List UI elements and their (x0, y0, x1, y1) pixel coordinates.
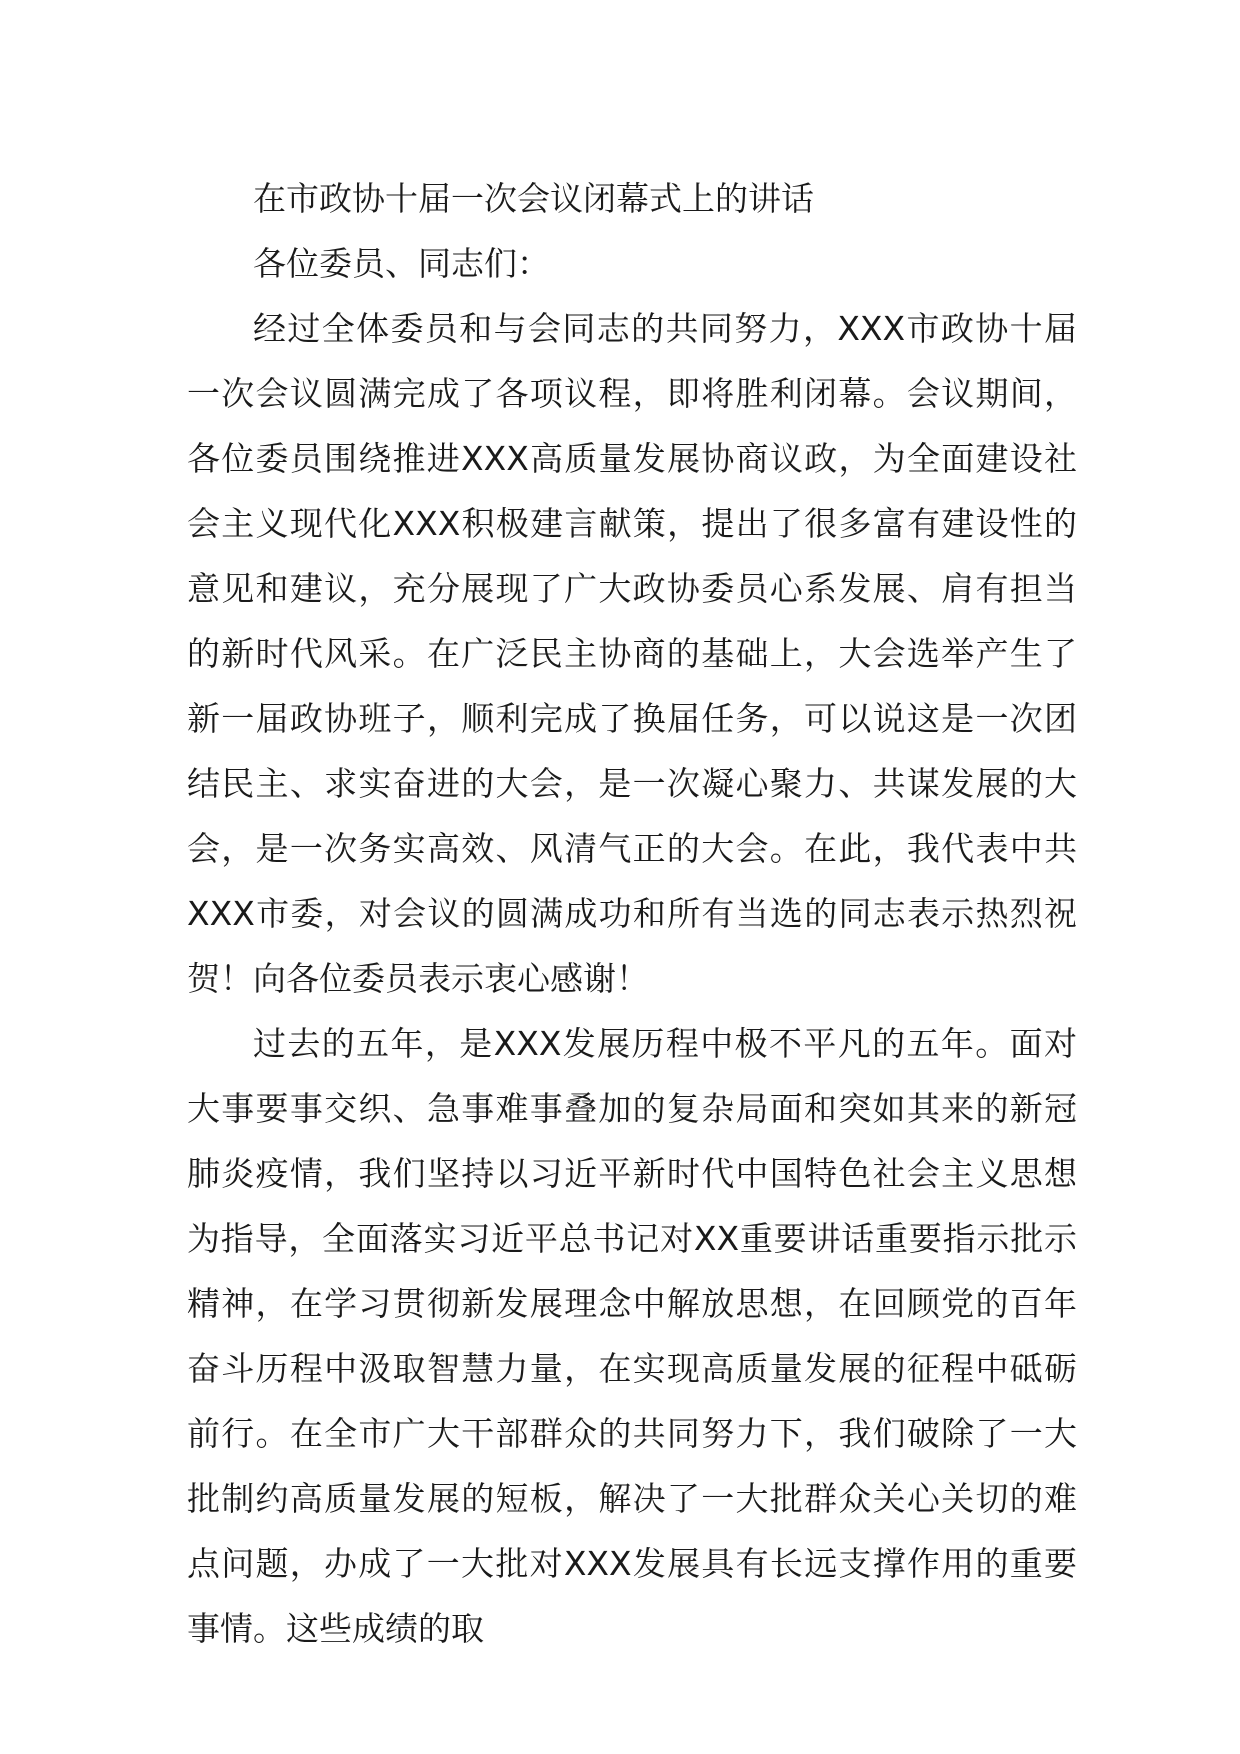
body-paragraph-2: 过去的五年，是XXX发展历程中极不平凡的五年。面对大事要事交织、急事难事叠加的复杂局面和突如其来的新冠肺炎疫情，我们坚持以习近平新时代中国特色社会主义思想为指导，全面落实习近平总书记对XX重要讲话重要指示批示精神，在学习贯彻新发展理念中解放思想，在回顾党的百年奋斗历程中汲取智慧力量，在实现高质量发展的征程中砥砺前行。在全市广大干部群众的共同努力下，我们破除了一大批制约高质量发展的短板，解决了一大批群众关心关切的难点问题，办成了一大批对XXX发展具有长远支撑作用的重要事情。这些成绩的取 (187, 1024, 1077, 1648)
document-body (187, 166, 1077, 1661)
body-paragraph-1: 经过全体委员和与会同志的共同努力，XXX市政协十届一次会议圆满完成了各项议程，即将胜利闭幕。会议期间，各位委员围绕推进XXX高质量发展协商议政，为全面建设社会主义现代化XXX积极建言献策，提出了很多富有建设性的意见和建议，充分展现了广大政协委员心系发展、肩有担当的新时代风采。在广泛民主协商的基础上，大会选举产生了新一届政协班子，顺利完成了换届任务，可以说这是一次团结民主、求实奋进的大会，是一次凝心聚力、共谋发展的大会，是一次务实高效、风清气正的大会。在此，我代表中共XXX市委，对会议的圆满成功和所有当选的同志表示热烈祝贺！向各位委员表示衷心感谢！ (187, 309, 1077, 998)
salutation: 各位委员、同志们： (253, 244, 550, 283)
document-title: 在市政协十届一次会议闭幕式上的讲话 (253, 179, 814, 218)
